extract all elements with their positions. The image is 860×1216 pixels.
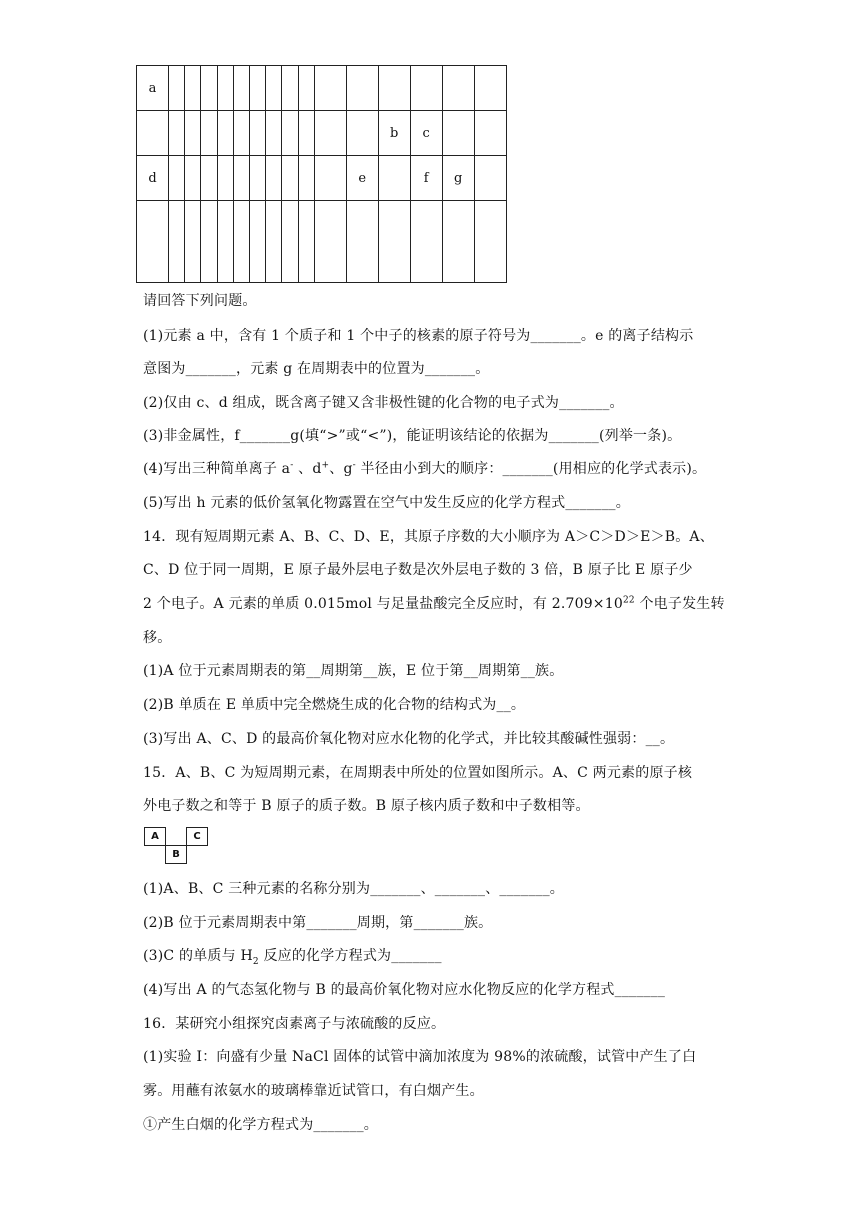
table-cell	[282, 66, 298, 111]
text-segment: (3)C 的单质与 H	[143, 948, 253, 964]
question-15-2: (2)B 位于元素周期表中第_______周期，第_______族。	[143, 915, 493, 931]
table-cell	[217, 66, 233, 111]
text-segment: 半径由小到大的顺序：_______(用相应的化学式表示)。	[355, 461, 707, 477]
element-cell-c: C	[186, 827, 208, 846]
question-15-line1: 15．A、B、C 为短周期元素，在周期表中所处的位置如图所示。A、C 两元素的原子核	[143, 765, 693, 781]
instruction-text: 请回答下列问题。	[143, 293, 257, 309]
subscript: 2	[252, 956, 259, 967]
table-cell	[378, 66, 410, 111]
table-cell	[185, 111, 201, 156]
question-15-3	[143, 945, 442, 967]
table-cell	[169, 201, 185, 283]
table-cell	[185, 66, 201, 111]
text-segment: 2 个电子。A 元素的单质 0.015mol 与足量盐酸完全反应时，有 2.709×10	[143, 596, 623, 612]
table-cell	[137, 201, 169, 283]
table-cell	[474, 66, 506, 111]
table-cell	[169, 156, 185, 201]
table-cell	[298, 111, 314, 156]
table-cell	[201, 111, 217, 156]
table-cell	[217, 111, 233, 156]
question-14-line1: 14．现有短周期元素 A、B、C、D、E，其原子序数的大小顺序为 A＞C＞D＞E＞B。A、	[143, 529, 714, 545]
table-cell	[346, 111, 378, 156]
table-cell	[249, 201, 265, 283]
periodic-table	[136, 65, 507, 283]
table-cell	[266, 156, 282, 201]
text-segment: (4)写出三种简单离子 a	[143, 461, 291, 477]
question-15-4: (4)写出 A 的气态氢化物与 B 的最高价氧化物对应水化物反应的化学方程式_______	[143, 982, 666, 998]
question-13-1-line2: 意图为_______，元素 g 在周期表中的位置为_______。	[143, 361, 490, 377]
table-cell	[410, 66, 442, 111]
table-cell	[314, 111, 346, 156]
table-cell	[378, 156, 410, 201]
table-cell	[201, 201, 217, 283]
table-cell	[442, 201, 474, 283]
table-cell	[217, 156, 233, 201]
question-13-4	[143, 458, 706, 478]
question-14-1: (1)A 位于元素周期表的第__周期第__族，E 位于第__周期第__族。	[143, 663, 564, 679]
table-cell	[282, 156, 298, 201]
table-cell: d	[137, 156, 169, 201]
question-13-3: (3)非金属性，f_______g(填“>”或“<”)，能证明该结论的依据为_______(列举一条)。	[143, 428, 682, 444]
table-cell	[346, 66, 378, 111]
question-15-line2: 外电子数之和等于 B 原子的质子数。B 原子核内质子数和中子数相等。	[143, 798, 590, 814]
table-cell	[169, 66, 185, 111]
table-cell	[282, 201, 298, 283]
question-14-2: (2)B 单质在 E 单质中完全燃烧生成的化合物的结构式为__。	[143, 697, 526, 713]
text-segment: 、g	[329, 461, 353, 477]
table-cell: e	[346, 156, 378, 201]
element-position-figure	[144, 827, 208, 865]
table-row	[137, 111, 507, 156]
question-15-1: (1)A、B、C 三种元素的名称分别为_______、_______、_______。	[143, 881, 564, 897]
table-row	[137, 66, 507, 111]
question-16-1-line1: (1)实验 I：向盛有少量 NaCl 固体的试管中滴加浓度为 98%的浓硫酸，试管中产生了白	[143, 1049, 697, 1065]
element-cell-a: A	[144, 827, 166, 846]
table-cell	[201, 156, 217, 201]
question-13-2: (2)仅由 c、d 组成，既含离子键又含非极性键的化合物的电子式为_______。	[143, 395, 624, 411]
table-row	[137, 201, 507, 283]
table-cell	[233, 201, 249, 283]
superscript: -	[352, 460, 356, 471]
table-cell: g	[442, 156, 474, 201]
question-16-1-line2: 雾。用蘸有浓氨水的玻璃棒靠近试管口，有白烟产生。	[143, 1083, 484, 1099]
table-cell	[282, 111, 298, 156]
question-14-line3	[143, 593, 725, 613]
table-cell	[442, 111, 474, 156]
table-cell	[314, 201, 346, 283]
table-cell	[249, 111, 265, 156]
table-cell	[378, 201, 410, 283]
question-16-1-sub1: ①产生白烟的化学方程式为_______。	[143, 1117, 378, 1133]
table-cell	[266, 201, 282, 283]
table-cell	[185, 156, 201, 201]
question-14-3: (3)写出 A、C、D 的最高价氧化物对应水化物的化学式，并比较其酸碱性强弱：__。	[143, 731, 675, 747]
table-cell	[266, 66, 282, 111]
table-cell	[298, 66, 314, 111]
table-cell	[410, 201, 442, 283]
text-segment: 个电子发生转	[634, 596, 725, 612]
table-cell	[442, 66, 474, 111]
table-cell	[137, 111, 169, 156]
table-cell	[233, 156, 249, 201]
superscript: -	[290, 460, 294, 471]
table-cell	[474, 156, 506, 201]
table-cell	[266, 111, 282, 156]
superscript: 22	[622, 595, 635, 606]
table-cell	[474, 201, 506, 283]
text-segment: 、d	[293, 461, 322, 477]
table-cell	[314, 66, 346, 111]
element-cell-b: B	[165, 845, 187, 864]
table-cell	[169, 111, 185, 156]
table-cell	[346, 201, 378, 283]
table-cell	[314, 156, 346, 201]
table-cell: f	[410, 156, 442, 201]
table-cell	[201, 66, 217, 111]
table-cell	[298, 156, 314, 201]
table-cell	[233, 66, 249, 111]
question-14-line2: C、D 位于同一周期，E 原子最外层电子数是次外层电子数的 3 倍，B 原子比 E 原子少	[143, 562, 693, 578]
table-cell	[249, 156, 265, 201]
question-14-line4: 移。	[143, 630, 172, 646]
table-cell	[217, 201, 233, 283]
table-cell	[233, 111, 249, 156]
table-cell	[474, 111, 506, 156]
superscript: +	[321, 460, 330, 471]
table-cell	[185, 201, 201, 283]
question-13-5: (5)写出 h 元素的低价氢氧化物露置在空气中发生反应的化学方程式_______。	[143, 495, 630, 511]
text-segment: 反应的化学方程式为_______	[258, 948, 442, 964]
table-cell: b	[378, 111, 410, 156]
question-13-1-line1: (1)元素 a 中，含有 1 个质子和 1 个中子的核素的原子符号为_______。e 的离子结构示	[143, 328, 694, 344]
table-cell: a	[137, 66, 169, 111]
table-cell: c	[410, 111, 442, 156]
table-row	[137, 156, 507, 201]
table-cell	[249, 66, 265, 111]
question-16-line1: 16．某研究小组探究卤素离子与浓硫酸的反应。	[143, 1016, 446, 1032]
table-cell	[298, 201, 314, 283]
